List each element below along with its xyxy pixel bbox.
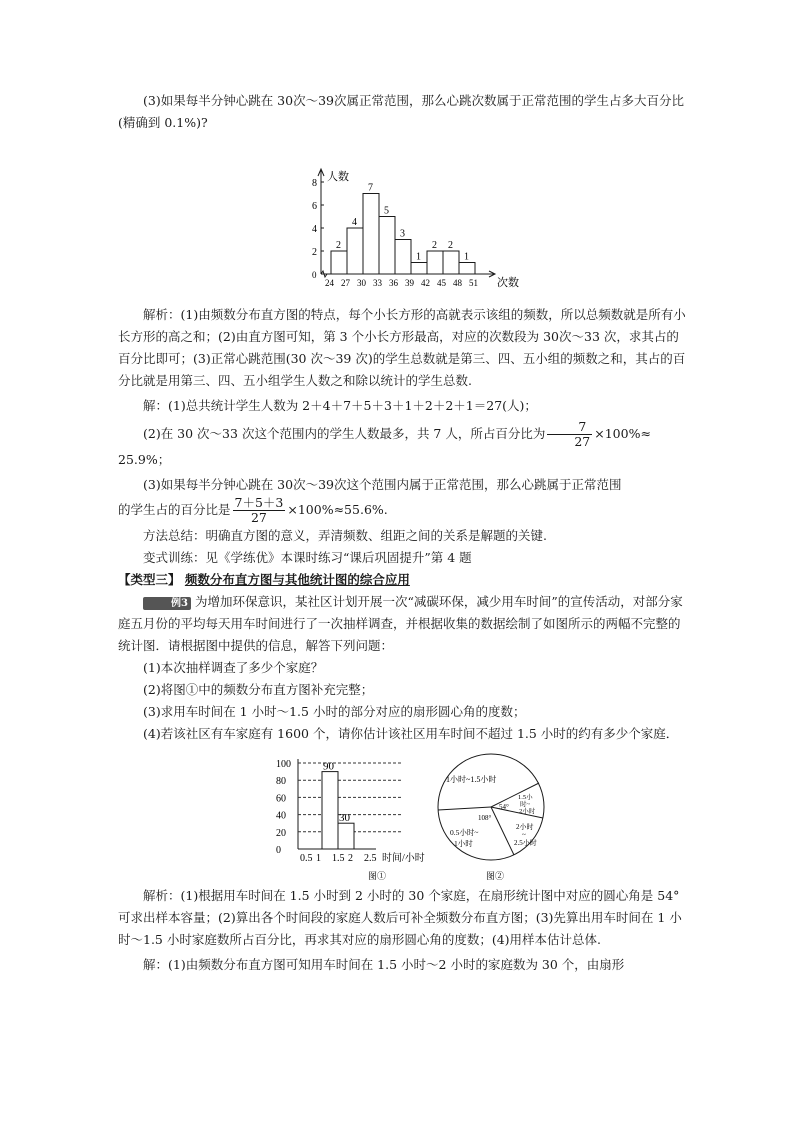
- pie-label-1.5-2h-a: 1.5小: [518, 794, 533, 801]
- solution-3-text: 的学生占的百分比是: [118, 502, 231, 517]
- x-tick-label: 39: [405, 278, 414, 288]
- pie-line-left: [438, 807, 491, 810]
- pie-label-0.5-1h-a: 0.5小时~: [450, 828, 479, 837]
- x-tick-label: 2: [348, 853, 353, 864]
- pie-angle-108: 108°: [478, 814, 492, 822]
- pie-label-2-2.5h-a: 2小时: [516, 823, 534, 831]
- x-tick-label: 2.5: [364, 853, 377, 864]
- y-tick-label: 60: [276, 793, 286, 805]
- solution-3-line2: [118, 496, 686, 525]
- pie-label-0.5-1h-b: 1小时: [454, 839, 473, 848]
- solution-2-cont: 25.9%；: [118, 452, 171, 467]
- histogram-bar: [347, 228, 363, 274]
- x-tick-label: 45: [437, 278, 446, 288]
- question-3: (3)如果每半分钟心跳在 30次～39次属正常范围，那么心跳次数属于正常范围的学生占多大百分比(精确到 0.1%)?: [118, 93, 684, 130]
- histogram-bar: [443, 251, 459, 274]
- y-tick-label: 100: [276, 759, 291, 770]
- pie-label-1-1.5h: 1小时~1.5小时: [446, 775, 497, 784]
- solution-1: 解：(1)总共统计学生人数为 2＋4＋7＋5＋3＋1＋2＋2＋1＝27(人)；: [143, 398, 537, 413]
- x-tick-label: 36: [389, 278, 398, 288]
- fraction-7-27: [547, 420, 592, 449]
- histogram-bar: [459, 263, 475, 275]
- bar-value-label: 4: [352, 217, 357, 228]
- figures-row: [118, 745, 686, 885]
- histogram-bar: [331, 251, 347, 274]
- y-axis-label: 人数: [327, 171, 349, 183]
- pie-angle-54: 54°: [499, 803, 509, 811]
- histogram-bar: [427, 251, 443, 274]
- fraction-15-27: [233, 496, 286, 525]
- x-tick-label: 27: [341, 278, 350, 288]
- y-tick-label: 8: [312, 178, 317, 189]
- bar-value-label: 1: [464, 251, 469, 263]
- origin-label: 0: [312, 270, 317, 280]
- x-tick-label: 30: [357, 278, 366, 288]
- solution-2: [118, 420, 686, 449]
- pie-line-lower-right: [491, 807, 514, 855]
- histogram-bar: [363, 194, 379, 275]
- example-3-q3: (3)求用车时间在 1 小时～1.5 小时的部分对应的扇形圆心角的度数；: [143, 704, 526, 719]
- fraction-numerator: 7: [547, 420, 592, 435]
- y-tick-label: 20: [276, 827, 286, 839]
- histogram-bar: [338, 823, 354, 849]
- type3-title: 频数分布直方图与其他统计图的综合应用: [184, 572, 410, 587]
- x-tick-label: 0.5: [300, 853, 313, 864]
- histogram-bar: [379, 217, 395, 275]
- pie-label-1.5-2h-b: 时~: [520, 801, 531, 808]
- y-tick-label: 80: [276, 776, 286, 788]
- example-3-text: 为增加环保意识，某社区计划开展一次“减碳环保，减少用车时间”的宣传活动，对部分家庭五月份的平均每天用车时间进行了一次抽样调查，并根据收集的数据绘制了如图所示的两幅不完整的统计图．请根据图中提供的信息，解答下列问题：: [118, 594, 683, 653]
- variant-training: 变式训练：见《学练优》本课时练习“课后巩固提升”第 4 题: [143, 550, 472, 565]
- x-tick-label: 1: [316, 853, 321, 864]
- bar-value-label: 5: [384, 205, 389, 217]
- bar-value-label: 7: [368, 182, 373, 194]
- solution-last: 解：(1)由频数分布直方图可知用车时间在 1.5 小时～2 小时的家庭数为 30 个，由扇形: [143, 957, 625, 972]
- y-tick-label: 40: [276, 810, 286, 822]
- bar-value-label: 2: [336, 240, 341, 251]
- example-3-q4: (4)若该社区有车家庭有 1600 个，请你估计该社区用车时间不超过 1.5 小时的约有多少个家庭．: [143, 726, 679, 741]
- pie-label-1.5-2h-c: 2小时: [519, 808, 536, 815]
- y-tick-label: 2: [312, 247, 317, 258]
- y-tick-label: 6: [312, 201, 317, 212]
- bar-value-label: 90: [323, 760, 334, 773]
- x-axis-label: 次数: [497, 277, 519, 289]
- bar-value-label: 30: [339, 812, 350, 825]
- fraction-numerator: 7＋5＋3: [234, 495, 284, 510]
- solution-3-tail: ×100%≈55.6%.: [287, 502, 388, 517]
- example-3: [118, 591, 686, 657]
- bar-value-label: 2: [448, 240, 453, 251]
- solution-3-line1: (3)如果每半分钟心跳在 30次～39次这个范围内属于正常范围，那么心跳属于正常范围: [143, 477, 622, 492]
- pie-label-2-2.5h-b: ~: [522, 831, 526, 839]
- x-axis-label: 时间/小时: [382, 853, 425, 864]
- histogram-heartbeat: [118, 134, 686, 304]
- bar-value-label: 2: [432, 240, 437, 251]
- method-summary: 方法总结：明确直方图的意义，弄清频数、组距之间的关系是解题的关键.: [143, 528, 547, 543]
- y-tick-label: 4: [312, 224, 317, 235]
- y-tick-label: 0: [276, 845, 281, 856]
- pie-caption: 图②: [486, 871, 505, 881]
- histogram-bar: [395, 240, 411, 275]
- pie-car-time: [426, 745, 556, 885]
- page-body: [118, 90, 686, 976]
- x-tick-label: 42: [421, 278, 430, 288]
- example-badge: 例3: [143, 597, 191, 610]
- pie-label-2-2.5h-c: 2.5小时: [514, 839, 537, 847]
- x-tick-label: 33: [373, 278, 382, 288]
- x-tick-label: 51: [469, 278, 478, 288]
- x-tick-label: 24: [325, 278, 334, 288]
- example-3-q2: (2)将图①中的频数分布直方图补充完整；: [143, 682, 374, 697]
- histogram-bar: [411, 263, 427, 275]
- type3-label: 【类型三】: [118, 572, 181, 587]
- x-tick-label: 48: [453, 278, 462, 288]
- type3-heading: [118, 569, 686, 591]
- histogram-bar: [322, 772, 338, 849]
- fraction-denominator: 27: [250, 510, 267, 525]
- analysis-1: 解析：(1)由频数分布直方图的特点，每个小长方形的高就表示该组的频数，所以总频数就是所有小长方形的高之和；(2)由直方图可知，第 3 个小长方形最高，对应的次数段为 30次～33 次，求其占的百分比即可；(3)正常心跳范围(30 次～39 次)的学生总数就是第三、四、五小组的频数之和，其占的百分比就是用第三、四、五小组学生人数之和除以统计的学生总数.: [118, 307, 686, 388]
- example-3-q1: (1)本次抽样调查了多少个家庭？: [143, 660, 324, 675]
- solution-2-text: (2)在 30 次～33 次这个范围内的学生人数最多，共 7 人，所占百分比为: [143, 426, 546, 441]
- analysis-2: 解析：(1)根据用车时间在 1.5 小时到 2 小时的 30 个家庭，在扇形统计图中对应的圆心角是 54°可求出样本容量；(2)算出各个时间段的家庭人数后可补全频数分布直方图；(3)先算出用车时间在 1 小时～1.5 小时家庭数所占百分比，再求其对应的扇形圆心角的度数；(4)用样本估计总体.: [118, 888, 682, 947]
- bar-value-label: 3: [400, 228, 405, 240]
- fraction-denominator: 27: [574, 434, 591, 449]
- x-tick-label: 1.5: [332, 853, 345, 864]
- solution-2-tail: ×100%≈: [594, 426, 651, 441]
- chart-caption: 图①: [368, 871, 387, 881]
- bar-value-label: 1: [416, 251, 421, 263]
- histogram-heartbeat-container: [118, 134, 686, 304]
